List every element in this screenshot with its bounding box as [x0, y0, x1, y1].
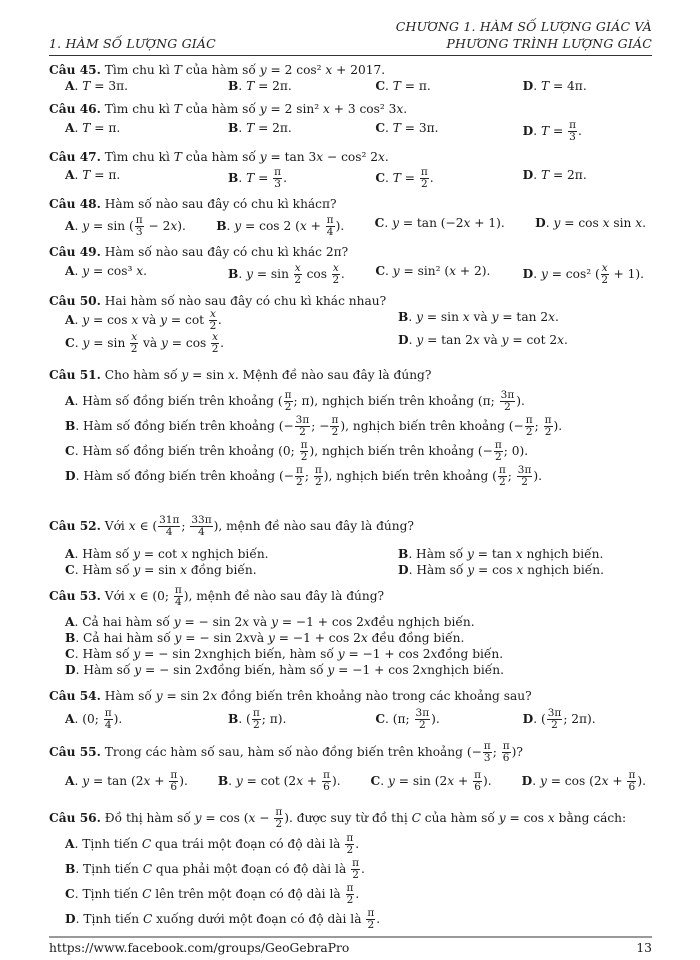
question-text: Câu 49. Hàm số nào sau đây có chu kì khác 2π?: [49, 245, 349, 259]
option-c[interactable]: C. Hàm số y = sin x đồng biến.: [65, 563, 257, 577]
footer-rule: [49, 936, 652, 938]
option-d[interactable]: D. Hàm số y = cos x nghịch biến.: [398, 563, 605, 577]
options-row: [49, 167, 652, 190]
options-list: [49, 614, 652, 678]
page-number: 13: [636, 941, 652, 955]
option-d[interactable]: D. y = cos x sin x.: [535, 216, 646, 230]
footer-url[interactable]: https://www.facebook.com/groups/GeoGebraPro: [49, 941, 350, 955]
options-row: [49, 215, 652, 238]
option-a[interactable]: A. y = cos x và y = cot $\frac{x}{2}$ .: [65, 308, 222, 332]
question-49: [49, 244, 652, 286]
option-c[interactable]: C. y = sin (2x + $\frac{\pi}{6}$ ).: [370, 769, 492, 793]
option-d[interactable]: D. ( $\frac{3\pi}{2}$ ; 2π).: [522, 707, 596, 731]
question-54: [49, 688, 652, 731]
question-53: [49, 585, 652, 678]
option-a[interactable]: A. Hàm số y = cot x nghịch biến.: [65, 547, 269, 561]
option-b[interactable]: B. Tịnh tiến C qua phải một đoạn có độ dài là $\frac{\pi}{2}$ .: [65, 857, 365, 881]
option-d[interactable]: D. Hàm số đồng biến trên khoảng (− $\frac{\pi}{2}$ ; $\frac{\pi}{2}$ ), nghịch biến trên khoảng ( $\frac{\pi}{2}$ ; $\frac{3\pi}{2}$ ).: [65, 464, 543, 488]
option-a[interactable]: A. T = π.: [65, 121, 121, 135]
option-b[interactable]: B. y = sin x và y = tan 2x.: [398, 310, 559, 324]
option-b[interactable]: B. y = cos 2 (x + $\frac{\pi}{4}$ ).: [216, 214, 345, 238]
option-b[interactable]: B. T = $\frac{\pi}{3}$ .: [228, 166, 287, 190]
question-50: [49, 293, 652, 355]
chapter-title-line1: CHƯƠNG 1. HÀM SỐ LƯỢNG GIÁC VÀ: [395, 19, 652, 34]
option-a[interactable]: A. T = π.: [65, 168, 121, 182]
options-list: [49, 833, 652, 933]
option-a[interactable]: A. Tịnh tiến C qua trái một đoạn có độ dài là $\frac{\pi}{2}$ .: [65, 832, 360, 856]
option-c[interactable]: C. Tịnh tiến C lên trên một đoạn có độ dài là $\frac{\pi}{2}$ .: [65, 882, 360, 906]
options-grid: [49, 546, 652, 578]
option-a[interactable]: A. (0; $\frac{\pi}{4}$ ).: [65, 707, 123, 731]
option-b[interactable]: B. T = 2π.: [228, 79, 292, 93]
question-55: [49, 741, 652, 793]
chapter-title-line2: PHƯƠNG TRÌNH LƯỢNG GIÁC: [446, 36, 652, 51]
question-48: [49, 196, 652, 238]
question-text: Câu 48. Hàm số nào sau đây có chu kì khácπ?: [49, 197, 337, 211]
options-list: [49, 390, 652, 490]
header-rule: [49, 55, 652, 56]
question-45: [49, 62, 652, 94]
option-a[interactable]: A. Cả hai hàm số y = − sin 2x và y = −1 + cos 2xđều nghịch biến.: [65, 615, 475, 629]
option-c[interactable]: C. T = 3π.: [375, 121, 439, 135]
option-b[interactable]: B. Cả hai hàm số y = − sin 2xvà y = −1 + cos 2x đều đồng biến.: [65, 631, 465, 645]
options-row: [49, 770, 652, 793]
running-header: [49, 36, 652, 51]
question-text: Câu 45. Tìm chu kì T của hàm số y = 2 cos² x + 2017.: [49, 63, 386, 77]
question-text: Câu 55. Trong các hàm số sau, hàm số nào đồng biến trên khoảng (− $\frac{\pi}{3}$ ; $\frac{\pi}{6}$ )?: [49, 740, 523, 764]
section-title: 1. HÀM SỐ LƯỢNG GIÁC: [49, 36, 216, 51]
question-text: Câu 52. Với x ∈ ( $\frac{31\pi}{4}$ ; $\frac{33\pi}{4}$ ), mệnh đề nào sau đây là đúng?: [49, 514, 414, 538]
option-d[interactable]: D. y = cos² ( $\frac{x}{2}$ + 1).: [522, 262, 645, 286]
option-c[interactable]: C. Hàm số đồng biến trên khoảng (0; $\frac{\pi}{2}$ ), nghịch biến trên khoảng (− $\frac{\pi}{2}$ ; 0).: [65, 439, 529, 463]
option-c[interactable]: C. Hàm số y = − sin 2xnghịch biến, hàm số y = −1 + cos 2xđồng biến.: [65, 647, 504, 661]
options-row: [49, 263, 652, 286]
option-d[interactable]: D. y = tan 2x và y = cot 2x.: [398, 333, 568, 347]
option-a[interactable]: A. Hàm số đồng biến trên khoảng ( $\frac{\pi}{2}$ ; π), nghịch biến trên khoảng (π; $\frac{3\pi}{2}$ ).: [65, 389, 525, 413]
option-c[interactable]: C. y = sin² (x + 2).: [375, 264, 491, 278]
option-c[interactable]: C. T = π.: [375, 79, 431, 93]
question-text: Câu 53. Với x ∈ (0; $\frac{\pi}{4}$ ), mệnh đề nào sau đây là đúng?: [49, 584, 385, 608]
option-d[interactable]: D. T = 4π.: [522, 79, 587, 93]
question-46: [49, 101, 652, 143]
option-a[interactable]: A. y = tan (2x + $\frac{\pi}{6}$ ).: [65, 769, 188, 793]
option-d[interactable]: D. y = cos (2x + $\frac{\pi}{6}$ ).: [521, 769, 646, 793]
option-d[interactable]: D. Tịnh tiến C xuống dưới một đoạn có độ dài là $\frac{\pi}{2}$ .: [65, 907, 381, 931]
question-text: Câu 50. Hai hàm số nào sau đây có chu kì khác nhau?: [49, 294, 387, 308]
option-d[interactable]: D. Hàm số y = − sin 2xđồng biến, hàm số y = −1 + cos 2xnghịch biến.: [65, 663, 504, 677]
option-c[interactable]: C. y = tan (−2x + 1).: [374, 216, 505, 230]
option-d[interactable]: D. T = 2π.: [522, 168, 587, 182]
question-51: [49, 367, 652, 490]
question-text: Câu 46. Tìm chu kì T của hàm số y = 2 sin² x + 3 cos² 3x.: [49, 102, 408, 116]
option-b[interactable]: B. y = sin $\frac{x}{2}$ cos $\frac{x}{2}$ .: [228, 262, 345, 286]
question-text: Câu 54. Hàm số y = sin 2x đồng biến trên khoảng nào trong các khoảng sau?: [49, 689, 532, 703]
option-b[interactable]: B. Hàm số y = tan x nghịch biến.: [398, 547, 604, 561]
question-text: Câu 47. Tìm chu kì T của hàm số y = tan 3x − cos² 2x.: [49, 150, 389, 164]
option-c[interactable]: C. y = sin $\frac{x}{2}$ và y = cos $\frac{x}{2}$ .: [65, 331, 224, 355]
options-grid: [49, 309, 652, 355]
question-56: [49, 807, 652, 933]
options-row: [49, 78, 652, 94]
option-b[interactable]: B. Hàm số đồng biến trên khoảng (− $\frac{3\pi}{2}$ ; − $\frac{\pi}{2}$ ), nghịch biến trên khoảng (− $\frac{\pi}{2}$ ; $\frac{\pi}{2}$ ).: [65, 414, 563, 438]
option-d[interactable]: D. T = $\frac{\pi}{3}$ .: [522, 119, 582, 143]
question-text: Câu 51. Cho hàm số y = sin x. Mệnh đề nào sau đây là đúng?: [49, 368, 432, 382]
option-c[interactable]: C. (π; $\frac{3\pi}{2}$ ).: [375, 707, 440, 731]
question-52: [49, 515, 652, 578]
option-a[interactable]: A. y = cos³ x.: [65, 264, 147, 278]
option-c[interactable]: C. T = $\frac{\pi}{2}$ .: [375, 166, 434, 190]
page-footer: [49, 941, 652, 955]
question-text: Câu 56. Đồ thị hàm số y = cos (x − $\frac{\pi}{2}$ ). được suy từ đồ thị C của hàm số y = cos x bằng cách:: [49, 806, 627, 830]
option-b[interactable]: B. T = 2π.: [228, 121, 292, 135]
option-a[interactable]: A. y = sin ( $\frac{\pi}{3}$ − 2x).: [65, 214, 186, 238]
question-47: [49, 149, 652, 190]
option-b[interactable]: B. ( $\frac{\pi}{2}$ ; π).: [228, 707, 287, 731]
option-a[interactable]: A. T = 3π.: [65, 79, 128, 93]
option-b[interactable]: B. y = cot (2x + $\frac{\pi}{6}$ ).: [217, 769, 341, 793]
options-row: [49, 708, 652, 731]
options-row: [49, 120, 652, 143]
